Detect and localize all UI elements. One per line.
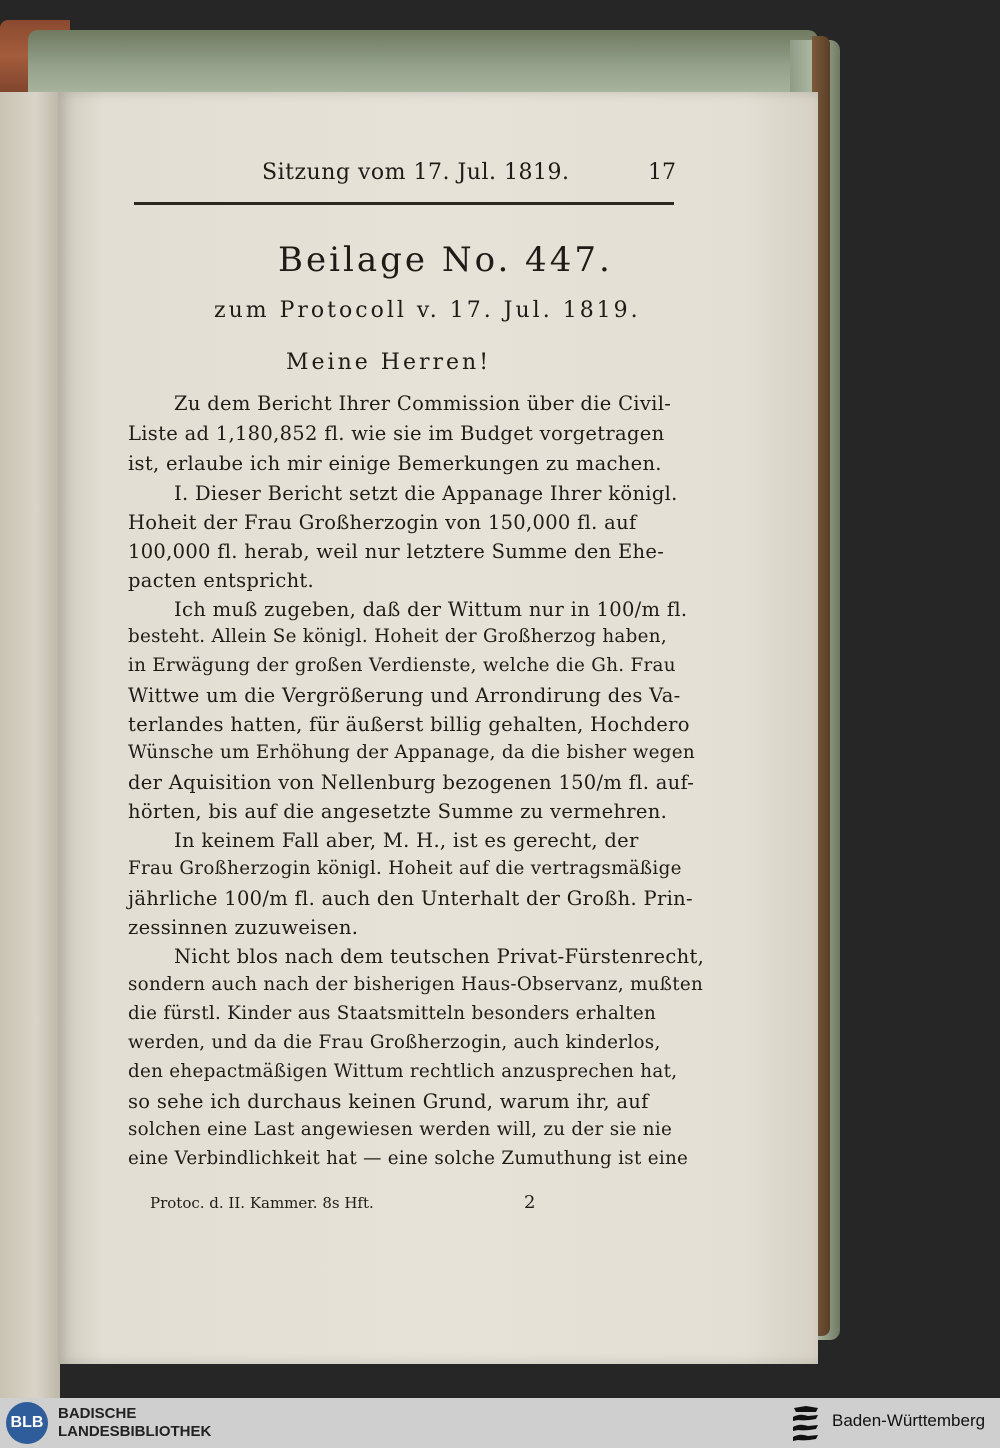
book-edge-top bbox=[28, 30, 818, 100]
page-number: 17 bbox=[648, 160, 676, 185]
header-rule bbox=[134, 202, 674, 205]
text-line: solchen eine Last angewiesen werden will, zu der sie nie bbox=[128, 1119, 673, 1140]
text-line: zessinnen zuzuweisen. bbox=[128, 916, 359, 939]
left-page bbox=[0, 92, 60, 1398]
text-line: terlandes hatten, für äußerst billig gehalten, Hochdero bbox=[128, 713, 690, 736]
bw-lions-icon bbox=[790, 1404, 822, 1442]
footer-signature: Protoc. d. II. Kammer. 8s Hft. bbox=[150, 1194, 374, 1212]
text-line: Ich muß zugeben, daß der Wittum nur in 100/m fl. bbox=[174, 598, 688, 621]
text-line: jährliche 100/m fl. auch den Unterhalt der Großh. Prin- bbox=[128, 887, 693, 910]
footer-banner bbox=[0, 1398, 1000, 1448]
text-line: Hoheit der Frau Großherzogin von 150,000 fl. auf bbox=[128, 511, 637, 534]
text-line: eine Verbindlichkeit hat — eine solche Zumuthung ist eine bbox=[128, 1148, 689, 1169]
text-line: Wittwe um die Vergrößerung und Arrondirung des Va- bbox=[128, 684, 681, 707]
text-line: Nicht blos nach dem teutschen Privat-Fürstenrecht, bbox=[174, 945, 705, 968]
beilage-title: Beilage No. 447. bbox=[278, 240, 613, 280]
text-line: In keinem Fall aber, M. H., ist es gerecht, der bbox=[174, 829, 639, 852]
text-line: sondern auch nach der bisherigen Haus-Observanz, mußten bbox=[128, 974, 704, 995]
text-line: Wünsche um Erhöhung der Appanage, da die bisher wegen bbox=[128, 742, 695, 763]
library-name-line1: BADISCHE bbox=[58, 1405, 137, 1422]
text-line: 100,000 fl. herab, weil nur letztere Summe den Ehe- bbox=[128, 540, 665, 563]
running-head: Sitzung vom 17. Jul. 1819. bbox=[262, 160, 570, 185]
text-line: ist, erlaube ich mir einige Bemerkungen zu machen. bbox=[128, 452, 662, 475]
text-line: I. Dieser Bericht setzt die Appanage Ihrer königl. bbox=[174, 482, 678, 505]
text-line: der Aquisition von Nellenburg bezogenen 150/m fl. auf- bbox=[128, 771, 695, 794]
text-line: besteht. Allein Se königl. Hoheit der Großherzog haben, bbox=[128, 626, 667, 647]
library-name-line2: LANDESBIBLIOTHEK bbox=[58, 1423, 212, 1440]
text-line: Liste ad 1,180,852 fl. wie sie im Budget vorgetragen bbox=[128, 422, 665, 445]
protocoll-line: zum Protocoll v. 17. Jul. 1819. bbox=[214, 298, 641, 323]
salutation: Meine Herren! bbox=[286, 350, 492, 375]
text-line: hörten, bis auf die angesetzte Summe zu vermehren. bbox=[128, 800, 668, 823]
text-line: in Erwägung der großen Verdienste, welche die Gh. Frau bbox=[128, 655, 676, 676]
text-line: den ehepactmäßigen Wittum rechtlich anzusprechen hat, bbox=[128, 1061, 678, 1082]
text-line: Frau Großherzogin königl. Hoheit auf die vertragsmäßige bbox=[128, 858, 682, 879]
text-line: so sehe ich durchaus keinen Grund, warum ihr, auf bbox=[128, 1090, 649, 1113]
library-name[interactable] bbox=[58, 1405, 211, 1441]
state-name[interactable]: Baden-Württemberg bbox=[832, 1411, 986, 1430]
footer-signature-number: 2 bbox=[524, 1192, 536, 1213]
text-line: Zu dem Bericht Ihrer Commission über die Civil- bbox=[174, 392, 672, 415]
text-line: pacten entspricht. bbox=[128, 569, 315, 592]
blb-logo[interactable]: BLB bbox=[6, 1402, 48, 1444]
text-line: werden, und da die Frau Großherzogin, auch kinderlos, bbox=[128, 1032, 661, 1053]
text-line: die fürstl. Kinder aus Staatsmitteln besonders erhalten bbox=[128, 1003, 657, 1024]
